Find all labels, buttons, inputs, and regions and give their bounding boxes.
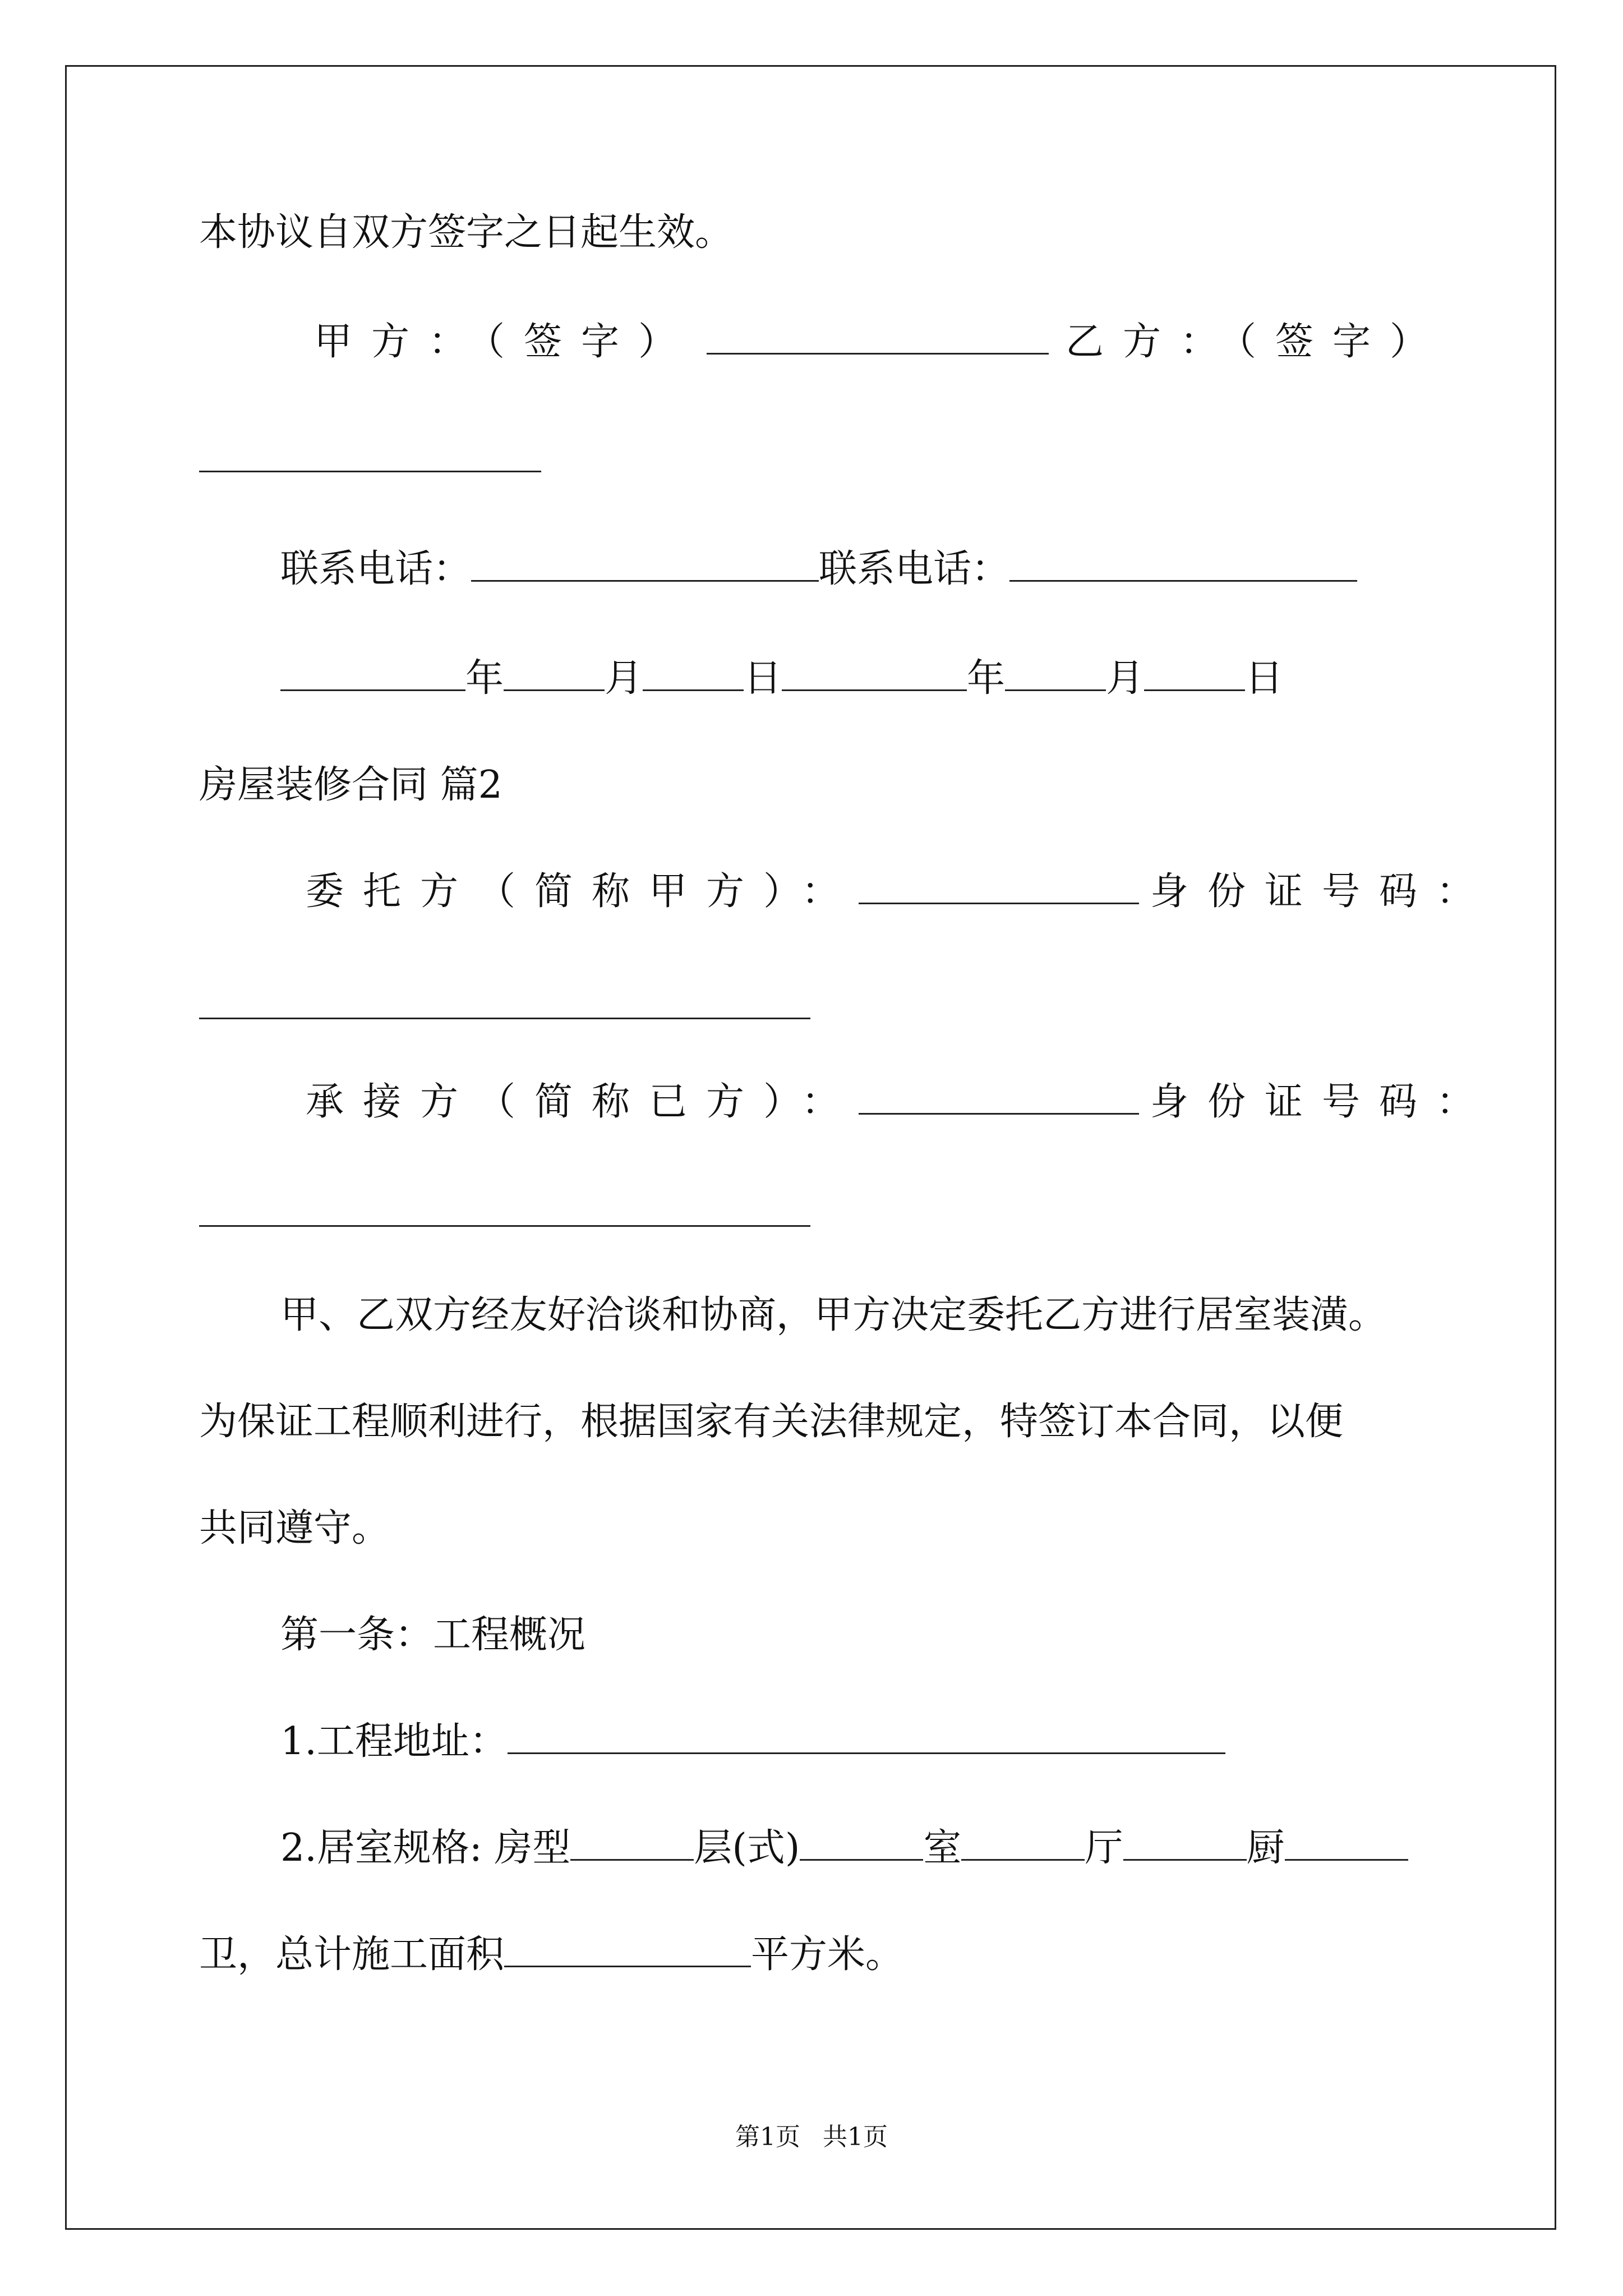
kitchen-blank <box>1285 1825 1408 1861</box>
year-blank <box>280 656 465 691</box>
paragraph-1-line-1: 甲、乙双方经友好洽谈和协商，甲方决定委托乙方进行居室装潢。 <box>280 1293 1387 1337</box>
contractor-id-blank-line <box>199 1189 810 1240</box>
area-blank <box>504 1932 751 1967</box>
client-line <box>306 867 1493 917</box>
room-blank <box>961 1825 1085 1861</box>
month-label-2: 月 <box>1106 656 1145 701</box>
address-label: 1.工程地址： <box>280 1719 508 1764</box>
article-1-heading: 第一条：工程概况 <box>280 1613 586 1657</box>
item-1-address <box>280 1717 1225 1767</box>
paragraph-1-line-2: 为保证工程顺利进行，根据国家有关法律规定，特签订本合同，以便 <box>199 1400 1344 1444</box>
contractor-label: 承接方（简称已方）： <box>306 1080 859 1124</box>
phone-line <box>280 544 1357 595</box>
party-a-phone-label: 联系电话： <box>280 547 472 591</box>
contractor-id-label: 身份证号码： <box>1150 1080 1494 1124</box>
page-footer <box>0 2120 1623 2154</box>
party-b-phone-blank <box>1009 546 1357 582</box>
hall-blank <box>1123 1825 1247 1861</box>
party-b-sign-blank <box>199 437 541 472</box>
party-b-sign-blank-line <box>199 435 541 485</box>
contractor-line <box>306 1077 1493 1128</box>
paragraph-1-line-3: 共同遵守。 <box>199 1506 390 1550</box>
day-blank <box>643 656 744 691</box>
day-label-2: 日 <box>1245 656 1284 701</box>
party-a-phone-blank <box>471 546 819 582</box>
page-border <box>65 65 1556 2230</box>
page-number: 第1页 <box>735 2123 800 2151</box>
year-label-2: 年 <box>967 656 1006 701</box>
contractor-id-blank <box>199 1191 810 1227</box>
client-label: 委托方（简称甲方）： <box>306 869 859 914</box>
floor-label: 层(式) <box>694 1826 800 1870</box>
total-pages: 共1页 <box>823 2123 888 2151</box>
item-2-area <box>199 1930 903 1980</box>
kitchen-label: 厨 <box>1246 1826 1285 1870</box>
month-label: 月 <box>605 656 643 701</box>
client-id-blank-line <box>199 982 810 1032</box>
date-line <box>280 654 1283 704</box>
party-b-sign-label: 乙方：（签字） <box>1066 320 1447 364</box>
client-id-blank <box>199 984 810 1019</box>
year-blank-2 <box>782 656 967 691</box>
room-label: 室 <box>923 1826 962 1870</box>
party-a-sign-label: 甲方：（签字） <box>314 320 696 364</box>
contractor-name-blank <box>859 1079 1139 1115</box>
day-blank-2 <box>1144 656 1245 691</box>
hall-label: 厅 <box>1085 1826 1123 1870</box>
item-2-layout <box>280 1823 1408 1874</box>
day-label: 日 <box>744 656 782 701</box>
house-type-blank <box>570 1825 694 1861</box>
sqm-label: 平方米。 <box>751 1932 904 1977</box>
layout-label: 2.居室规格: 房型 <box>280 1826 571 1870</box>
party-a-sign-line <box>314 317 1447 367</box>
month-blank <box>504 656 605 691</box>
client-name-blank <box>859 869 1139 904</box>
area-label: 卫，总计施工面积 <box>199 1932 505 1977</box>
floor-blank <box>800 1825 923 1861</box>
address-blank <box>508 1719 1225 1754</box>
party-a-sign-blank <box>707 319 1049 355</box>
year-label: 年 <box>465 656 504 701</box>
effective-clause: 本协议自双方签字之日起生效。 <box>199 210 734 255</box>
party-b-phone-label: 联系电话： <box>819 547 1010 591</box>
month-blank-2 <box>1005 656 1106 691</box>
client-id-label: 身份证号码： <box>1150 869 1494 914</box>
section-title: 房屋装修合同 篇2 <box>199 763 502 807</box>
